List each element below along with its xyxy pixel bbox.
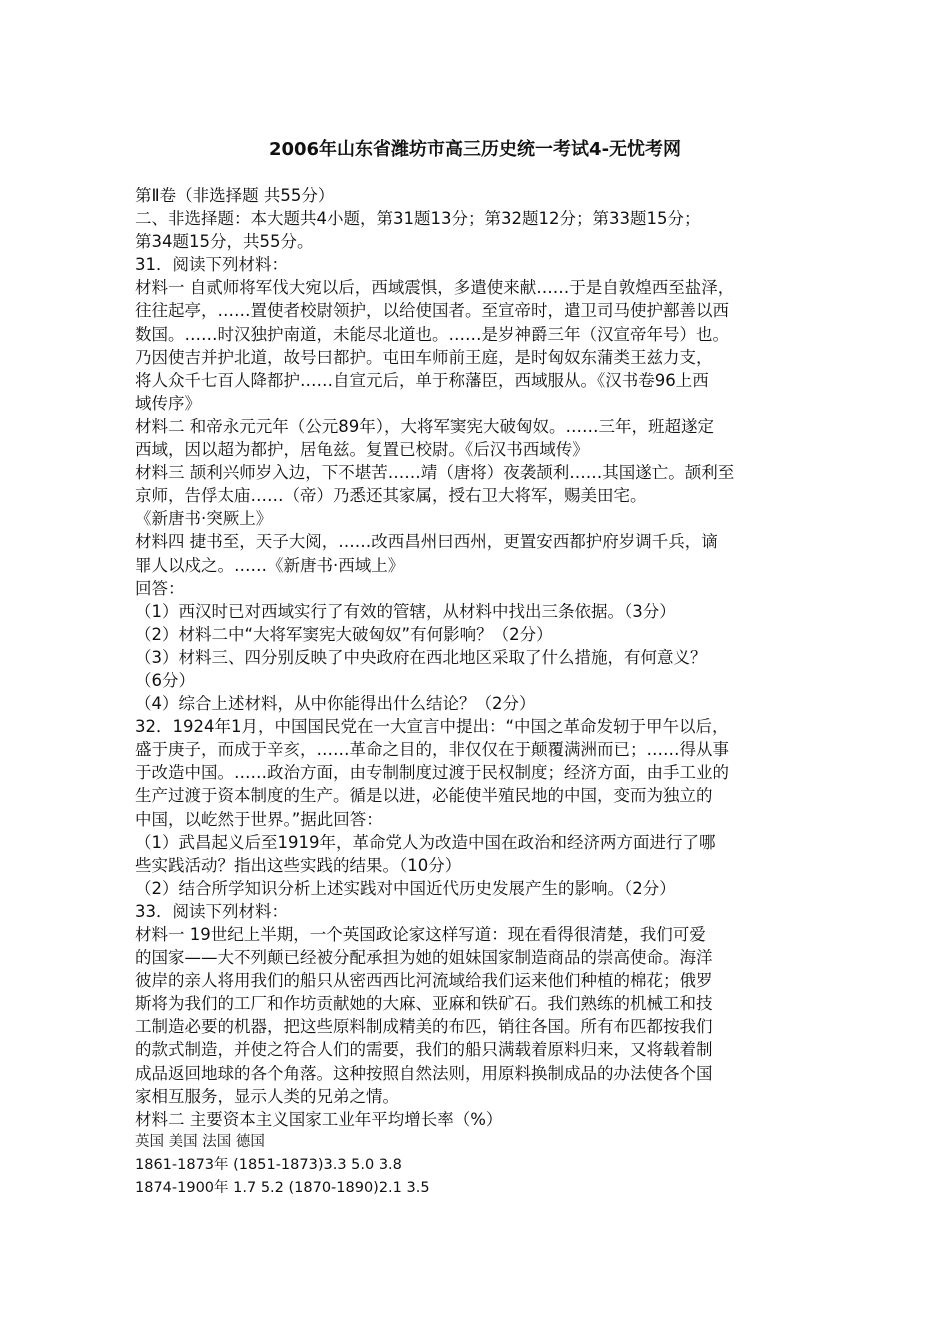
text-line: 1874-1900年 1.7 5.2 (1870-1890)2.1 3.5	[135, 1180, 430, 1197]
text-line: 中国，以屹然于世界。”据此回答：	[135, 809, 383, 829]
text-line: 材料二 和帝永元元年（公元89年），大将军窦宪大破匈奴。……三年，班超遂定	[135, 416, 714, 436]
text-line: 32．1924年1月，中国国民党在一大宣言中提出：“中国之革命发轫于甲午以后，	[135, 717, 729, 737]
text-line: 将人众千七百人降都护……自宣元后，单于称藩臣，西域服从。《汉书卷96上西	[135, 370, 709, 390]
text-line: 的款式制造，并使之符合人们的需要，我们的船只满载着原料归来，又将载着制	[135, 1040, 713, 1060]
text-line: 的国家——大不列颠已经被分配承担为她的姐妹国家制造商品的崇高使命。海洋	[135, 948, 713, 968]
text-line: （6分）	[135, 670, 195, 690]
text-line: （3）材料三、四分别反映了中央政府在西北地区采取了什么措施，有何意义？	[135, 647, 707, 667]
text-line: 罪人以戍之。……《新唐书·西域上》	[135, 555, 405, 575]
text-line: 工制造必要的机器，把这些原料制成精美的布匹，销往各国。所有布匹都按我们	[135, 1017, 713, 1037]
text-line: 乃因使吉并护北道，故号曰都护。屯田车师前王庭，是时匈奴东蒲类王兹力支，	[135, 347, 713, 367]
text-line: 成品返回地球的各个角落。这种按照自然法则，用原料换制成品的办法使各个国	[135, 1063, 713, 1083]
text-line: 二、非选择题：本大题共4小题，第31题13分；第32题12分；第33题15分；	[135, 209, 701, 229]
text-line: （1）武昌起义后至1919年，革命党人为改造中国在政治和经济两方面进行了哪	[135, 832, 716, 852]
text-line: 生产过渡于资本制度的生产。循是以进，必能使半殖民地的中国，变而为独立的	[135, 786, 713, 806]
text-line: 英国 美国 法国 德国	[135, 1133, 265, 1150]
text-line: 家相互服务，显示人类的兄弟之情。	[135, 1086, 399, 1106]
text-line: 材料二 主要资本主义国家工业年平均增长率（%）	[135, 1109, 503, 1129]
text-line: 于改造中国。……政治方面，由专制制度过渡于民权制度；经济方面，由手工业的	[135, 763, 729, 783]
text-line: 西域，因以超为都护，居龟兹。复置已校尉。《后汉书西域传》	[135, 440, 589, 460]
text-line: （2）结合所学知识分析上述实践对中国近代历史发展产生的影响。（2分）	[135, 878, 676, 898]
text-line: （1）西汉时已对西域实行了有效的管辖，从材料中找出三条依据。（3分）	[135, 601, 676, 621]
text-line: （2）材料二中“大将军窦宪大破匈奴”有何影响？（2分）	[135, 624, 553, 644]
text-line: 回答：	[135, 578, 185, 598]
document-body	[135, 184, 825, 1200]
document-title: 2006年山东省潍坊市高三历史统一考试4-无忧考网	[268, 139, 682, 160]
text-line: 域传序》	[135, 393, 201, 413]
text-line: 斯将为我们的工厂和作坊贡献她的大麻、亚麻和铁矿石。我们熟练的机械工和技	[135, 994, 713, 1014]
text-line: 京师，告俘太庙……（帝）乃悉还其家属，授右卫大将军，赐美田宅。	[135, 486, 647, 506]
text-line: 彼岸的亲人将用我们的船只从密西西比河流域给我们运来他们种植的棉花；俄罗	[135, 971, 713, 991]
text-line: 《新唐书·突厥上》	[135, 509, 273, 529]
text-line: 31．阅读下列材料：	[135, 255, 288, 275]
text-line: 第Ⅱ卷（非选择题 共55分）	[135, 186, 335, 205]
text-line: （4）综合上述材料，从中你能得出什么结论？（2分）	[135, 694, 536, 714]
text-line: 往往起亭，……置使者校尉领护，以给使国者。至宣帝时，遣卫司马使护鄯善以西	[135, 301, 729, 321]
text-line: 材料一 自贰师将军伐大宛以后，西域震惧，多遣使来献……于是自敦煌西至盐泽，	[135, 278, 735, 298]
text-line: 盛于庚子，而成于辛亥，……革命之目的，非仅仅在于颠覆满洲而已；……得从事	[135, 740, 729, 760]
text-line: 材料三 颉利兴师岁入边，下不堪苦……靖（唐将）夜袭颉利……其国遂亡。颉利至	[135, 463, 735, 483]
text-line: 1861-1873年 (1851-1873)3.3 5.0 3.8	[135, 1156, 402, 1173]
text-line: 33．阅读下列材料：	[135, 901, 288, 921]
text-line: 些实践活动？指出这些实践的结果。（10分）	[135, 855, 462, 875]
text-line: 材料四 捷书至，天子大阅，……改西昌州曰西州，更置安西都护府岁调千兵，谪	[135, 532, 718, 552]
text-line: 材料一 19世纪上半期，一个英国政论家这样写道：现在看得很清楚，我们可爱	[135, 925, 706, 944]
text-line: 数国。……时汉独护南道，未能尽北道也。……是岁神爵三年（汉宣帝年号）也。	[135, 324, 729, 344]
text-line: 第34题15分，共55分。	[135, 232, 314, 252]
